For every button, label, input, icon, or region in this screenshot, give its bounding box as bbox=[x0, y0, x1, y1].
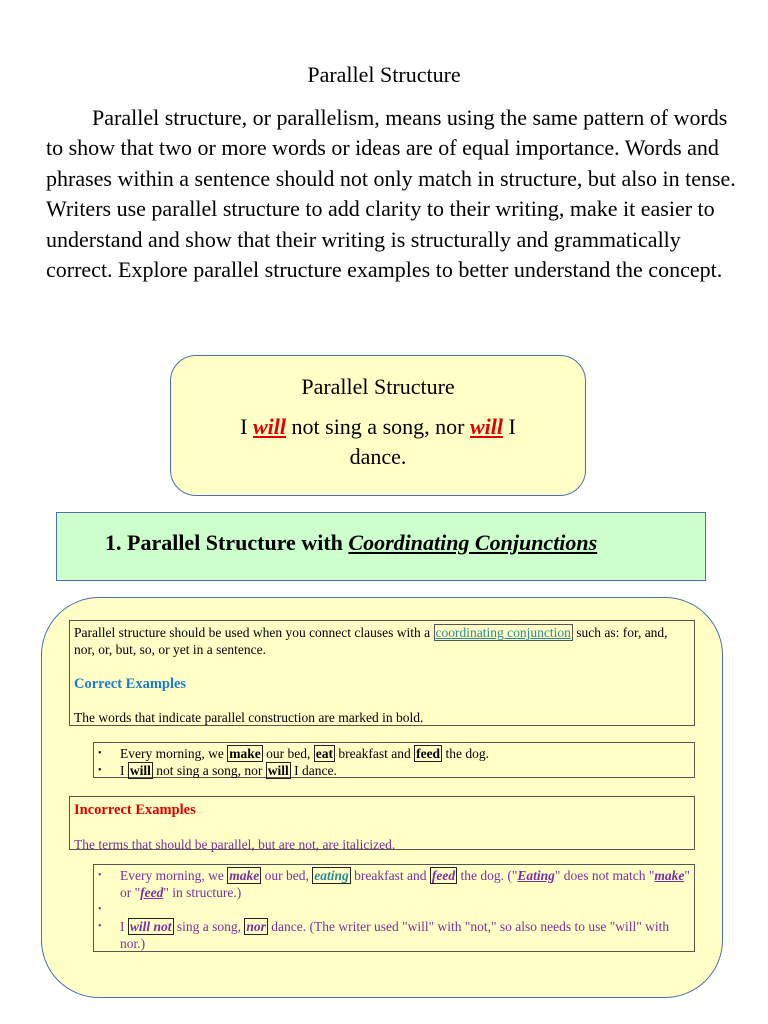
marked-word: nor bbox=[246, 919, 266, 934]
list-item bbox=[98, 762, 690, 779]
incorrect-examples-box bbox=[93, 864, 695, 952]
list-item bbox=[98, 867, 690, 901]
text: " or " bbox=[120, 868, 690, 900]
section-heading-link[interactable]: Coordinating Conjunctions bbox=[348, 530, 598, 555]
text: sing a song, bbox=[173, 919, 245, 934]
text: dance. (The writer used "will" with "not," so also needs to use "will" with nor.) bbox=[120, 919, 670, 951]
coordinating-conjunction-link[interactable]: coordinating conjunction bbox=[435, 625, 571, 640]
incorrect-header-box bbox=[69, 796, 695, 850]
underlined-word: make bbox=[654, 868, 685, 883]
text: I bbox=[120, 919, 128, 934]
underlined-word: feed bbox=[140, 885, 164, 900]
callout-text: not sing a song, nor bbox=[286, 414, 470, 439]
incorrect-examples-note: The terms that should be parallel, but are not, are italicized. bbox=[74, 837, 396, 852]
text: " does not match " bbox=[554, 868, 655, 883]
text: breakfast and bbox=[350, 868, 430, 883]
page-title: Parallel Structure bbox=[307, 62, 461, 87]
intro-text: Parallel structure, or parallelism, means using the same pattern of words to show that two or more words or ideas are of equal importance. Words and phrases within a sentence should not only match in structure, but also in tense. Writers use parallel structure to add clarity to their writing, make it easier to understand and show that their writing is structurally and grammatically correct. Explore parallel structure examples to better understand the concept. bbox=[46, 105, 736, 283]
rules-text bbox=[74, 624, 691, 658]
marked-word: will not bbox=[129, 919, 172, 934]
rules-box bbox=[69, 620, 695, 726]
text: breakfast and bbox=[334, 746, 415, 761]
marked-word: eat bbox=[315, 746, 333, 761]
text: our bed, bbox=[262, 746, 314, 761]
callout-title: Parallel Structure bbox=[301, 374, 455, 399]
section-heading-text: 1. Parallel Structure with bbox=[105, 530, 349, 555]
correct-examples-box bbox=[93, 742, 695, 778]
underlined-word: Eating bbox=[517, 868, 555, 883]
rules-text-part: such as: for, and, nor, or, but, so, or yet in a sentence. bbox=[74, 625, 668, 657]
marked-word: will bbox=[267, 763, 289, 778]
callout-emphasis: will bbox=[253, 414, 287, 439]
text: " in structure.) bbox=[163, 885, 242, 900]
text: I dance. bbox=[290, 763, 337, 778]
incorrect-examples-heading: Incorrect Examples bbox=[74, 802, 196, 818]
text: I bbox=[120, 763, 128, 778]
section-heading bbox=[56, 512, 706, 581]
marked-word: make bbox=[229, 868, 260, 883]
correct-examples-note: The words that indicate parallel construction are marked in bold. bbox=[74, 710, 424, 725]
text: our bed, bbox=[261, 868, 313, 883]
text: not sing a song, nor bbox=[152, 763, 266, 778]
rules-text-part: Parallel structure should be used when you connect clauses with a bbox=[74, 625, 434, 640]
text: the dog. bbox=[442, 746, 489, 761]
callout-sentence bbox=[171, 412, 585, 472]
text: the dog. (" bbox=[457, 868, 518, 883]
marked-word: will bbox=[129, 763, 151, 778]
text: Every morning, we bbox=[120, 868, 228, 883]
marked-word: eating bbox=[314, 868, 349, 883]
callout-text: I dance. bbox=[349, 414, 516, 469]
list-item-empty bbox=[98, 901, 690, 918]
text: Every morning, we bbox=[120, 746, 228, 761]
list-item bbox=[98, 745, 690, 762]
callout-text: I bbox=[240, 414, 253, 439]
marked-word: feed bbox=[431, 868, 456, 883]
marked-word: feed bbox=[416, 746, 441, 761]
marked-word: make bbox=[229, 746, 261, 761]
correct-examples-heading: Correct Examples bbox=[74, 676, 187, 692]
list-item bbox=[98, 918, 690, 952]
callout-emphasis: will bbox=[469, 414, 503, 439]
intro-paragraph bbox=[46, 103, 736, 285]
example-callout bbox=[170, 355, 586, 496]
